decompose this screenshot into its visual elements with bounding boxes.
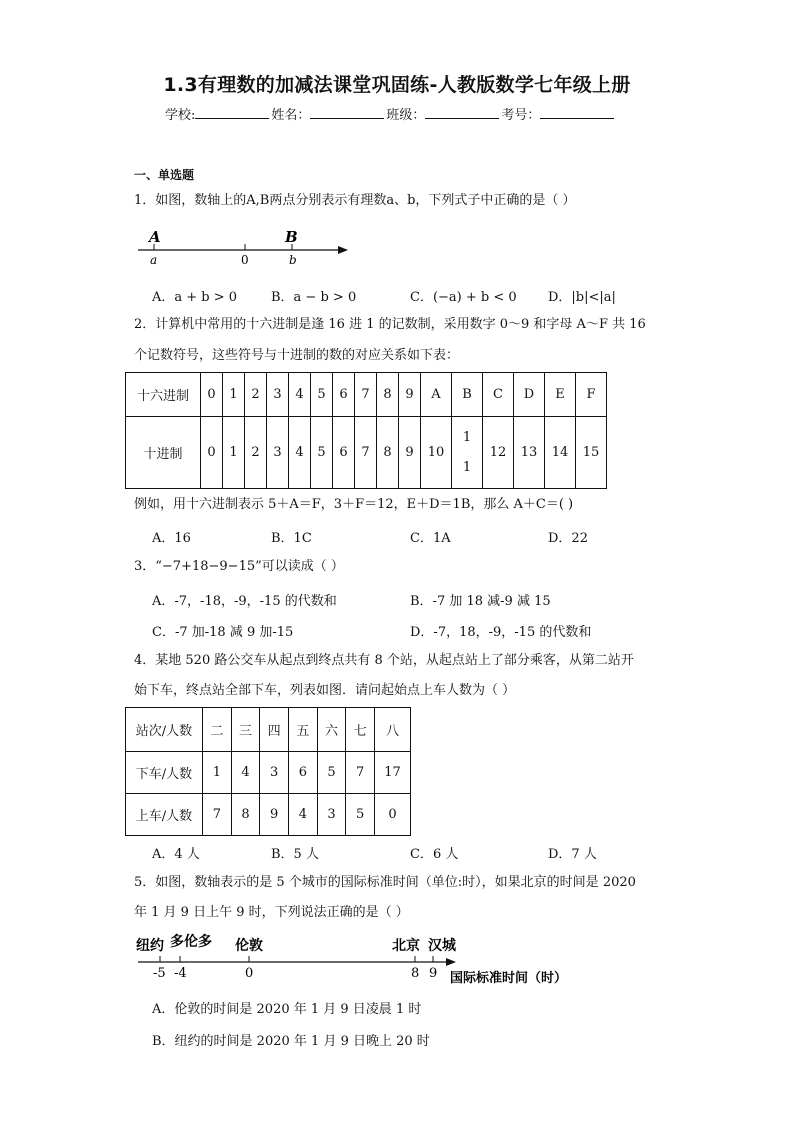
bus-cell: 5 (317, 752, 346, 794)
q1-option-c[interactable]: C．(−a) + b < 0 (410, 290, 517, 305)
city-seoul: 汉城 (428, 938, 456, 954)
hex-cell: F (576, 373, 607, 417)
hex-cell: 2 (245, 373, 267, 417)
decimal-cell: 2 (245, 417, 267, 489)
hex-cell: 5 (311, 373, 333, 417)
decimal-row-header: 十进制 (126, 417, 201, 489)
q5-option-b[interactable]: B．纽约的时间是 2020 年 1 月 9 日晚上 20 时 (152, 1034, 430, 1049)
value-zero: 0 (241, 253, 249, 267)
bus-cell: 6 (289, 752, 318, 794)
decimal-cell: 10 (421, 417, 452, 489)
bus-cell: 7 (346, 752, 375, 794)
bus-header-cell: 站次/人数 (126, 708, 203, 752)
bus-cell: 1 (203, 752, 232, 794)
name-blank[interactable] (310, 105, 384, 119)
city-beijing: 北京 (392, 938, 420, 954)
hex-row (126, 373, 607, 417)
value-beijing: 8 (411, 966, 420, 981)
axis-arrow-icon (338, 246, 348, 254)
hex-table (125, 372, 607, 489)
bus-cell: 8 (231, 794, 260, 836)
number-label: 考号： (501, 108, 541, 123)
page-title: 1.3有理数的加减法课堂巩固练-人教版数学七年级上册 (163, 74, 631, 96)
decimal-cell: 6 (333, 417, 355, 489)
school-blank[interactable] (195, 105, 269, 119)
hex-cell: 9 (399, 373, 421, 417)
value-a: a (150, 253, 158, 267)
eleven-digit-1: 1 (462, 429, 472, 445)
q3-option-a[interactable]: A．-7，-18，-9，-15 的代数和 (152, 594, 337, 609)
decimal-cell: 0 (201, 417, 223, 489)
hex-cell: A (421, 373, 452, 417)
value-b: b (289, 253, 297, 267)
q3-option-c[interactable]: C．-7 加-18 减 9 加-15 (152, 625, 294, 640)
q1-option-b[interactable]: B．a − b > 0 (271, 290, 357, 305)
decimal-cell: 3 (267, 417, 289, 489)
q4-option-a[interactable]: A．4 人 (152, 847, 200, 862)
q4-option-c[interactable]: C．6 人 (410, 847, 459, 862)
hex-cell: 8 (377, 373, 399, 417)
section-heading: 一、单选题 (134, 168, 195, 182)
hex-cell: C (483, 373, 514, 417)
decimal-cell-eleven (452, 417, 483, 489)
hex-cell: 6 (333, 373, 355, 417)
bus-cell: 9 (260, 794, 289, 836)
point-a-label: A (149, 228, 161, 246)
q1-option-d[interactable]: D．|b|<|a| (548, 290, 616, 305)
value-london: 0 (245, 966, 254, 981)
question-5-stem-line2: 年 1 月 9 日上午 9 时，下列说法正确的是（ ） (134, 905, 409, 920)
q2-option-d[interactable]: D．22 (548, 531, 588, 546)
eleven-digit-2: 1 (462, 459, 472, 475)
city-new-york: 纽约 (136, 938, 164, 954)
question-4-stem-line2: 始下车，终点站全部下车，列表如图．请问起始点上车人数为（ ） (134, 683, 516, 698)
q4-option-b[interactable]: B．5 人 (271, 847, 319, 862)
bus-header-cell: 二 (203, 708, 232, 752)
bus-table (125, 707, 411, 836)
question-1-number-line (134, 226, 364, 268)
decimal-cell: 7 (355, 417, 377, 489)
hex-cell: 3 (267, 373, 289, 417)
question-4-stem-line1: 4．某地 520 路公交车从起点到终点共有 8 个站，从起点站上了部分乘客，从第二站开 (134, 653, 634, 668)
bus-header-cell: 四 (260, 708, 289, 752)
decimal-cell: 15 (576, 417, 607, 489)
question-5-timezone-line (134, 932, 594, 990)
bus-cell: 4 (231, 752, 260, 794)
hex-cell: 4 (289, 373, 311, 417)
number-blank[interactable] (540, 105, 614, 119)
value-toronto: -4 (174, 966, 187, 981)
question-2-example: 例如，用十六进制表示 5＋A＝F，3＋F＝12，E＋D＝1B，那么 A＋C＝( ) (134, 497, 574, 512)
bus-header-cell: 八 (375, 708, 411, 752)
bus-down-row (126, 752, 411, 794)
bus-cell: 17 (375, 752, 411, 794)
point-b-label: B (285, 228, 298, 246)
axis-label-utc: 国际标准时间（时） (450, 971, 568, 986)
hex-cell: 1 (223, 373, 245, 417)
bus-cell: 上车/人数 (126, 794, 203, 836)
student-info-line (165, 104, 616, 123)
city-london: 伦敦 (235, 938, 263, 954)
bus-header-cell: 五 (289, 708, 318, 752)
bus-cell: 下车/人数 (126, 752, 203, 794)
q2-option-b[interactable]: B．1C (271, 531, 312, 546)
bus-header-cell: 六 (317, 708, 346, 752)
bus-up-row (126, 794, 411, 836)
bus-header-cell: 七 (346, 708, 375, 752)
question-3-stem: 3．“−7+18−9−15”可以读成（ ） (134, 559, 344, 574)
question-2-stem-line2: 个记数符号，这些符号与十进制的数的对应关系如下表： (134, 348, 460, 363)
q5-option-a[interactable]: A．伦敦的时间是 2020 年 1 月 9 日凌晨 1 时 (152, 1002, 422, 1017)
bus-cell: 7 (203, 794, 232, 836)
question-5-stem-line1: 5．如图，数轴表示的是 5 个城市的国际标准时间（单位:时），如果北京的时间是 2020 (134, 875, 636, 890)
bus-cell: 3 (317, 794, 346, 836)
class-blank[interactable] (425, 105, 499, 119)
hex-cell: E (545, 373, 576, 417)
bus-header-row (126, 708, 411, 752)
decimal-cell: 13 (514, 417, 545, 489)
decimal-row (126, 417, 607, 489)
decimal-cell: 8 (377, 417, 399, 489)
school-label: 学校: (165, 108, 196, 123)
question-1-stem: 1．如图，数轴上的A,B两点分别表示有理数a、b，下列式子中正确的是（ ） (134, 193, 576, 208)
hex-cell: D (514, 373, 545, 417)
hex-cell: B (452, 373, 483, 417)
decimal-cell: 14 (545, 417, 576, 489)
bus-cell: 5 (346, 794, 375, 836)
q2-option-a[interactable]: A．16 (152, 531, 191, 546)
decimal-cell: 9 (399, 417, 421, 489)
timezone-axis-arrow-icon (446, 958, 456, 966)
q3-option-b[interactable]: B．-7 加 18 减-9 减 15 (410, 594, 551, 609)
hex-row-header: 十六进制 (126, 373, 201, 417)
value-seoul: 9 (429, 966, 438, 981)
decimal-cell: 5 (311, 417, 333, 489)
hex-cell: 0 (201, 373, 223, 417)
q4-option-d[interactable]: D．7 人 (548, 847, 597, 862)
bus-cell: 4 (289, 794, 318, 836)
decimal-cell: 1 (223, 417, 245, 489)
decimal-cell: 4 (289, 417, 311, 489)
name-label: 姓名： (271, 108, 311, 123)
q1-option-a[interactable]: A．a + b > 0 (152, 290, 238, 305)
bus-header-cell: 三 (231, 708, 260, 752)
value-new-york: -5 (153, 966, 166, 981)
class-label: 班级： (386, 108, 426, 123)
bus-cell: 3 (260, 752, 289, 794)
bus-cell: 0 (375, 794, 411, 836)
q2-option-c[interactable]: C．1A (410, 531, 451, 546)
q3-option-d[interactable]: D．-7，18，-9，-15 的代数和 (410, 625, 592, 640)
decimal-cell: 12 (483, 417, 514, 489)
hex-cell: 7 (355, 373, 377, 417)
city-toronto: 多伦多 (170, 934, 212, 950)
question-2-stem-line1: 2．计算机中常用的十六进制是逢 16 进 1 的记数制，采用数字 0～9 和字母 A～F 共 16 (134, 317, 646, 332)
